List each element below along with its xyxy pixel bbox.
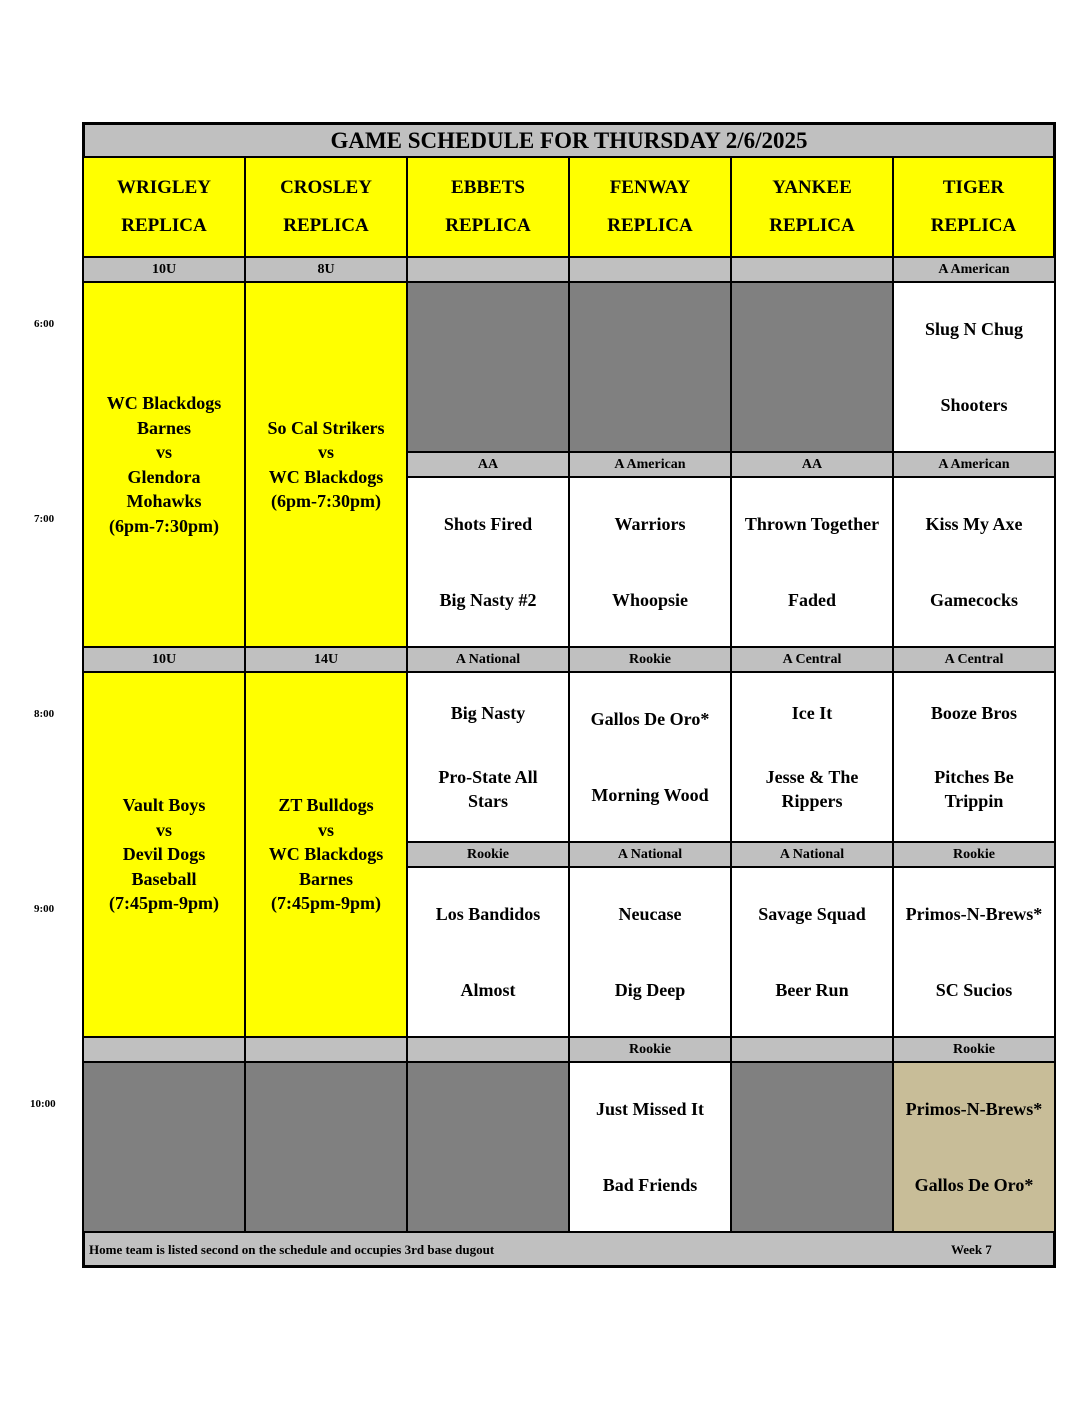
home-team: Almost bbox=[460, 980, 516, 1000]
away-team: Kiss My Axe bbox=[925, 514, 1023, 534]
game-cell-ebbets-7 bbox=[406, 476, 570, 648]
division-label: A National bbox=[406, 646, 570, 673]
game-cell-tiger-7 bbox=[892, 476, 1056, 648]
away-team: Booze Bros bbox=[930, 703, 1018, 723]
game-cell-fenway-10 bbox=[568, 1061, 732, 1233]
away-team: Savage Squad bbox=[758, 904, 866, 924]
away-team: Thrown Together bbox=[744, 514, 880, 534]
field-name: FENWAY bbox=[609, 177, 691, 198]
game-cell-crosley-early bbox=[244, 281, 408, 648]
home-team: Gamecocks bbox=[930, 590, 1018, 610]
unused-slot bbox=[82, 1061, 246, 1233]
home-team: Faded bbox=[787, 590, 836, 610]
field-sub: REPLICA bbox=[445, 215, 531, 236]
time-label: 8:00 bbox=[34, 708, 55, 720]
division-label bbox=[406, 1036, 570, 1063]
field-header-tiger bbox=[892, 156, 1056, 258]
game-cell-tiger-10 bbox=[892, 1061, 1056, 1233]
unused-slot bbox=[568, 281, 732, 453]
game-cell-wrigley-late bbox=[82, 671, 246, 1038]
game-cell-yankee-7 bbox=[730, 476, 894, 648]
team-name: Glendora bbox=[127, 466, 201, 487]
time-label: 9:00 bbox=[34, 903, 55, 915]
field-header-fenway bbox=[568, 156, 732, 258]
versus-label: vs bbox=[317, 442, 334, 462]
home-team: Big Nasty #2 bbox=[439, 590, 537, 610]
time-label: 10:00 bbox=[30, 1098, 56, 1110]
schedule-title: GAME SCHEDULE FOR THURSDAY 2/6/2025 bbox=[82, 122, 1056, 158]
division-label: AA bbox=[406, 451, 570, 478]
team-name: Devil Dogs bbox=[122, 844, 206, 865]
versus-label: vs bbox=[155, 442, 172, 462]
game-time: (7:45pm-9pm) bbox=[271, 893, 381, 914]
field-sub: REPLICA bbox=[769, 215, 855, 236]
division-label: 10U bbox=[82, 256, 246, 283]
field-name: CROSLEY bbox=[280, 177, 372, 198]
team-name: WC Blackdogs bbox=[268, 466, 384, 487]
division-label bbox=[568, 256, 732, 283]
division-label: AA bbox=[730, 451, 894, 478]
division-label: Rookie bbox=[892, 841, 1056, 868]
field-header-ebbets bbox=[406, 156, 570, 258]
home-team: Dig Deep bbox=[614, 980, 686, 1000]
division-label bbox=[82, 1036, 246, 1063]
field-name: EBBETS bbox=[451, 177, 525, 198]
division-label bbox=[406, 256, 570, 283]
division-label: Rookie bbox=[892, 1036, 1056, 1063]
game-time: (7:45pm-9pm) bbox=[109, 893, 219, 914]
home-team: Whoopsie bbox=[611, 590, 689, 610]
away-team: Primos-N-Brews* bbox=[905, 1099, 1043, 1119]
game-time: (6pm-7:30pm) bbox=[271, 491, 381, 511]
division-label: 8U bbox=[244, 256, 408, 283]
division-label: A National bbox=[568, 841, 732, 868]
game-cell-tiger-8 bbox=[892, 671, 1056, 843]
home-team: Jesse & The Rippers bbox=[765, 767, 859, 811]
schedule-footer bbox=[82, 1231, 1056, 1268]
home-team: Bad Friends bbox=[602, 1175, 698, 1195]
team-name: WC Blackdogs bbox=[268, 844, 384, 865]
unused-slot bbox=[406, 1061, 570, 1233]
unused-slot bbox=[730, 1061, 894, 1233]
division-label: A Central bbox=[730, 646, 894, 673]
division-label: Rookie bbox=[568, 646, 732, 673]
home-team: Pro-State All Stars bbox=[438, 767, 538, 811]
away-team: Los Bandidos bbox=[435, 904, 541, 924]
field-header-wrigley bbox=[82, 156, 246, 258]
division-label bbox=[730, 256, 894, 283]
away-team: Big Nasty bbox=[450, 703, 526, 723]
versus-label: vs bbox=[155, 819, 172, 840]
away-team: Shots Fired bbox=[443, 514, 533, 534]
home-team: Shooters bbox=[940, 395, 1008, 415]
week-label: Week 7 bbox=[951, 1242, 992, 1257]
game-cell-yankee-8 bbox=[730, 671, 894, 843]
game-cell-fenway-9 bbox=[568, 866, 732, 1038]
home-team: Beer Run bbox=[775, 980, 849, 1000]
game-time: (6pm-7:30pm) bbox=[109, 515, 219, 536]
division-label: A Central bbox=[892, 646, 1056, 673]
field-header-crosley bbox=[244, 156, 408, 258]
home-team: Pitches Be Trippin bbox=[934, 767, 1014, 811]
field-sub: REPLICA bbox=[930, 215, 1017, 236]
away-team: Just Missed It bbox=[595, 1099, 704, 1119]
away-team: Neucase bbox=[618, 904, 682, 924]
game-cell-crosley-late bbox=[244, 671, 408, 1038]
game-cell-ebbets-9 bbox=[406, 866, 570, 1038]
unused-slot bbox=[730, 281, 894, 453]
game-cell-fenway-8 bbox=[568, 671, 732, 843]
team-name: Mohawks bbox=[126, 491, 202, 511]
division-label: Rookie bbox=[568, 1036, 732, 1063]
home-team: Gallos De Oro* bbox=[914, 1175, 1034, 1195]
time-label: 7:00 bbox=[34, 513, 55, 525]
home-team-note: Home team is listed second on the schedule and occupies 3rd base dugout bbox=[89, 1242, 495, 1257]
division-label: 10U bbox=[82, 646, 246, 673]
game-cell-ebbets-8 bbox=[406, 671, 570, 843]
team-name: Vault Boys bbox=[122, 795, 206, 816]
field-name: YANKEE bbox=[772, 177, 852, 198]
unused-slot bbox=[406, 281, 570, 453]
team-name: So Cal Strikers bbox=[267, 417, 385, 438]
field-header-yankee bbox=[730, 156, 894, 258]
team-name: ZT Bulldogs bbox=[278, 795, 374, 816]
field-name: WRIGLEY bbox=[117, 177, 211, 198]
division-label: Rookie bbox=[406, 841, 570, 868]
away-team: Primos-N-Brews* bbox=[905, 904, 1043, 924]
division-label: A American bbox=[892, 256, 1056, 283]
division-label: A American bbox=[892, 451, 1056, 478]
away-team: Ice It bbox=[791, 703, 833, 723]
field-sub: REPLICA bbox=[121, 215, 207, 236]
division-label: 14U bbox=[244, 646, 408, 673]
division-label: A American bbox=[568, 451, 732, 478]
home-team: Morning Wood bbox=[591, 785, 709, 805]
field-sub: REPLICA bbox=[283, 215, 369, 236]
division-label: A National bbox=[730, 841, 894, 868]
unused-slot bbox=[244, 1061, 408, 1233]
time-label: 6:00 bbox=[34, 318, 55, 330]
away-team: Warriors bbox=[614, 514, 686, 534]
away-team: Slug N Chug bbox=[924, 319, 1024, 339]
field-sub: REPLICA bbox=[607, 215, 693, 236]
versus-label: vs bbox=[317, 819, 334, 840]
home-team: SC Sucios bbox=[935, 980, 1013, 1000]
division-label bbox=[730, 1036, 894, 1063]
team-name: Baseball bbox=[131, 868, 197, 889]
division-label bbox=[244, 1036, 408, 1063]
team-name: Barnes bbox=[299, 868, 353, 889]
field-name: TIGER bbox=[942, 177, 1005, 198]
team-name: Barnes bbox=[137, 417, 191, 438]
game-cell-fenway-7 bbox=[568, 476, 732, 648]
team-name: WC Blackdogs bbox=[106, 393, 222, 413]
game-cell-yankee-9 bbox=[730, 866, 894, 1038]
game-cell-tiger-6 bbox=[892, 281, 1056, 453]
game-cell-tiger-9 bbox=[892, 866, 1056, 1038]
away-team: Gallos De Oro* bbox=[590, 709, 710, 729]
game-cell-wrigley-early bbox=[82, 281, 246, 648]
